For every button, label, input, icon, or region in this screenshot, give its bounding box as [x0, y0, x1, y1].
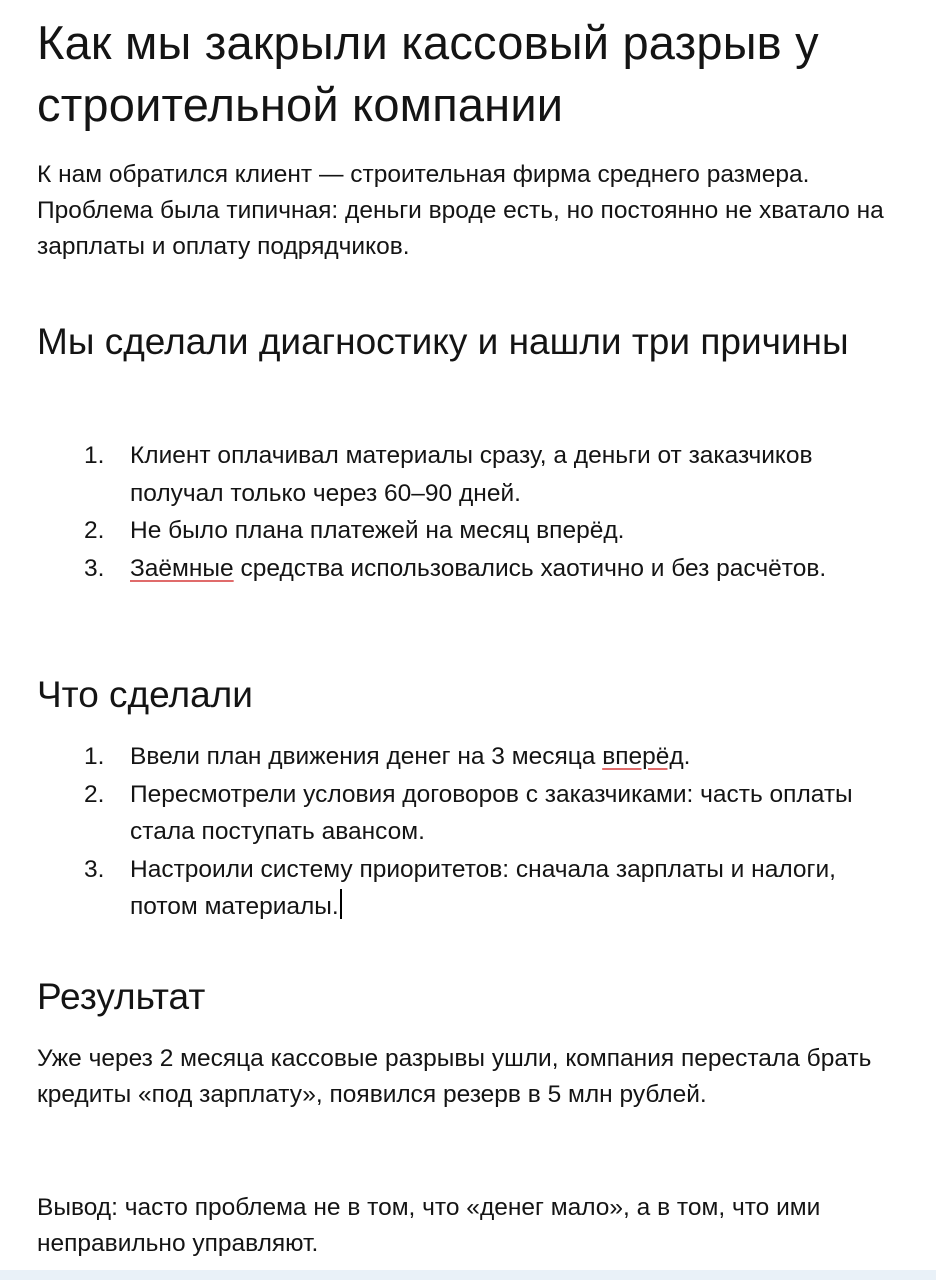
section-heading-actions[interactable]: Что сделали: [37, 674, 253, 715]
list-item[interactable]: [0, 550, 870, 588]
list-item-number: 1.: [84, 743, 105, 770]
list-item[interactable]: [0, 776, 870, 851]
list-item-text[interactable]: Клиент оплачивал материалы сразу, а деньги от заказчиков получал только через 60–90 дней.: [130, 442, 813, 507]
section-heading-result[interactable]: Результат: [37, 976, 206, 1017]
section-heading-causes[interactable]: Мы сделали диагностику и нашли три причины: [37, 321, 849, 362]
list-item-number: 3.: [84, 554, 105, 582]
actions-list: [0, 738, 900, 926]
list-item-number: 3.: [84, 855, 105, 883]
list-item-text[interactable]: средства использовались хаотично и без расчётов.: [233, 554, 827, 582]
list-item-text-end[interactable]: .: [683, 743, 691, 770]
list-item-number: 2.: [84, 517, 105, 544]
list-item-text[interactable]: Пересмотрели условия договоров с заказчиками: часть оплаты стала поступать авансом.: [130, 780, 853, 845]
list-item-text[interactable]: Настроили систему приоритетов: сначала зарплаты и налоги, потом материалы.: [130, 855, 836, 920]
list-item-text[interactable]: Не было плана платежей на месяц вперёд.: [130, 517, 625, 544]
spellcheck-flagged-word[interactable]: Заёмные: [130, 554, 234, 582]
list-item[interactable]: [0, 437, 870, 512]
list-item[interactable]: [0, 851, 870, 926]
intro-paragraph[interactable]: К нам обратился клиент — строительная фирма среднего размера. Проблема была типичная: деньги вроде есть, но постоянно не хватало на зарплаты и оплату подрядчиков.: [37, 161, 884, 260]
document-title[interactable]: Как мы закрыли кассовый разрыв у строительной компании: [37, 16, 819, 131]
causes-list: [0, 437, 900, 587]
conclusion-paragraph[interactable]: Вывод: часто проблема не в том, что «денег мало», а в том, что ими неправильно управляют.: [37, 1194, 821, 1257]
list-item-text[interactable]: Ввели план движения денег на 3 месяца: [130, 743, 603, 770]
spellcheck-flagged-word[interactable]: вперёд: [602, 743, 684, 770]
list-item[interactable]: [0, 738, 870, 776]
bottom-toolbar-strip: [0, 1270, 936, 1280]
list-item[interactable]: [0, 512, 870, 550]
result-paragraph[interactable]: Уже через 2 месяца кассовые разрывы ушли, компания перестала брать кредиты «под зарплату», появился резерв в 5 млн рублей.: [37, 1045, 872, 1108]
list-item-number: 1.: [84, 442, 105, 469]
list-item-number: 2.: [84, 780, 105, 808]
text-cursor: [340, 889, 343, 919]
